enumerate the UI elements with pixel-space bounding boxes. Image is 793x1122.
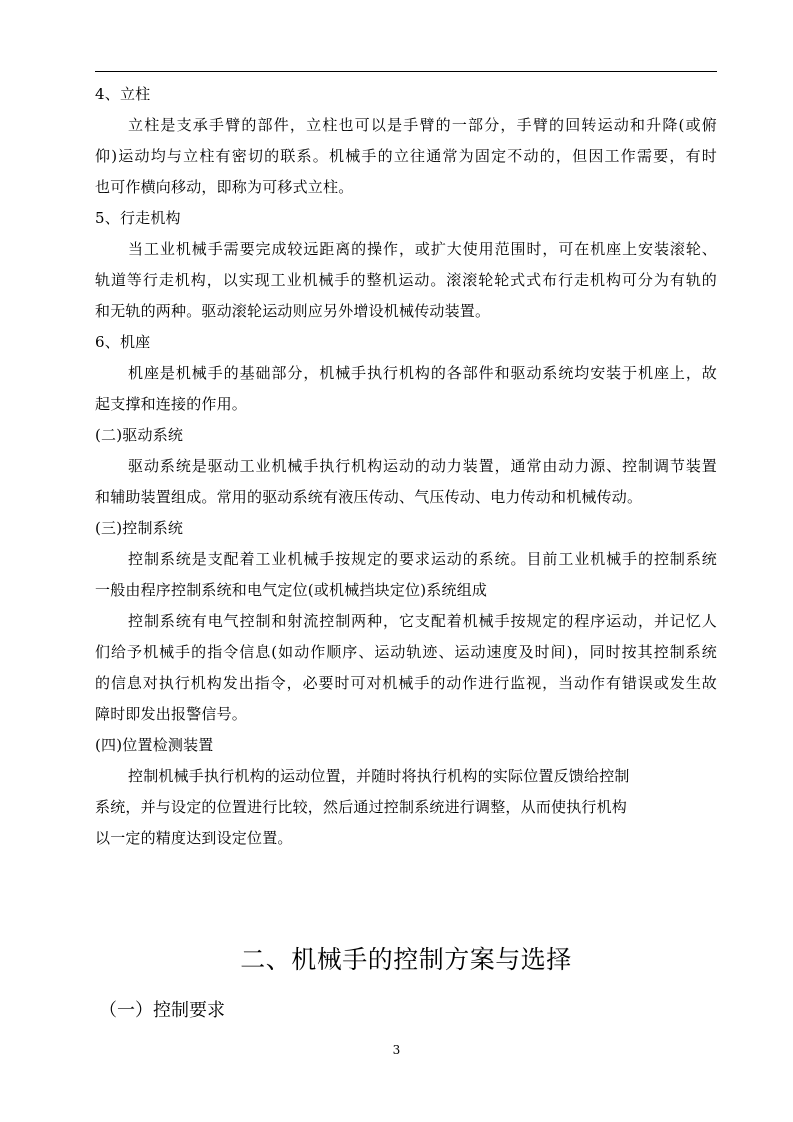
page-number: 3 [392, 1043, 401, 1057]
text-line: 一般由程序控制系统和电气定位(或机械挡块定位)系统组成 [95, 581, 488, 599]
text-line: 们给予机械手的指令信息(如动作顺序、运动轨迹、运动速度及时间)，同时按其控制系统 [95, 643, 717, 661]
chapter-heading: 二、机械手的控制方案与选择 [240, 945, 572, 974]
text-line: 障时即发出报警信号。 [95, 705, 248, 723]
text-line: 机座是机械手的基础部分，机械手执行机构的各部件和驱动系统均安装于机座上，故 [128, 364, 717, 382]
text-line: 驱动系统是驱动工业机械手执行机构运动的动力装置，通常由动力源、控制调节装置 [128, 457, 717, 475]
text-line: 起支撑和连接的作用。 [95, 395, 248, 413]
body-text [95, 79, 717, 854]
text-line: 和无轨的两种。驱动滚轮运动则应另外增设机械传动装置。 [95, 302, 491, 320]
header-rule [95, 71, 717, 72]
text-line: 6、机座 [95, 333, 151, 351]
text-line: 控制机械手执行机构的运动位置，并随时将执行机构的实际位置反馈给控制 [128, 767, 630, 785]
text-line: 立柱是支承手臂的部件，立柱也可以是手臂的一部分，手臂的回转运动和升降(或俯 [128, 116, 717, 134]
text-line: 控制系统是支配着工业机械手按规定的要求运动的系统。目前工业机械手的控制系统 [128, 550, 717, 568]
text-line: 仰)运动均与立柱有密切的联系。机械手的立往通常为固定不动的，但因工作需要，有时 [95, 147, 717, 165]
text-line: 和辅助装置组成。常用的驱动系统有液压传动、气压传动、电力传动和机械传动。 [95, 488, 643, 506]
text-line: 也可作横向移动，即称为可移式立柱。 [95, 178, 354, 196]
text-line: 4、立柱 [95, 85, 151, 103]
text-line: 5、行走机构 [95, 209, 181, 227]
text-line: 的信息对执行机构发出指令，必要时可对机械手的动作进行监视，当动作有错误或发生故 [95, 674, 717, 692]
text-line: 控制系统有电气控制和射流控制两种，它支配着机械手按规定的程序运动，并记忆人 [128, 612, 717, 630]
text-line: 轨道等行走机构，以实现工业机械手的整机运动。滚滚轮轮式式布行走机构可分为有轨的 [95, 271, 717, 289]
text-line: (三)控制系统 [95, 519, 184, 537]
text-line: 以一定的精度达到设定位置。 [95, 829, 293, 847]
text-line: (二)驱动系统 [95, 426, 184, 444]
text-line: 系统，并与设定的位置进行比较，然后通过控制系统进行调整，从而使执行机构 [95, 798, 628, 816]
text-line: 当工业机械手需要完成较远距离的操作，或扩大使用范围时，可在机座上安装滚轮、 [128, 240, 717, 258]
section-heading: （一）控制要求 [99, 1000, 225, 1021]
text-line: (四)位置检测装置 [95, 736, 214, 754]
